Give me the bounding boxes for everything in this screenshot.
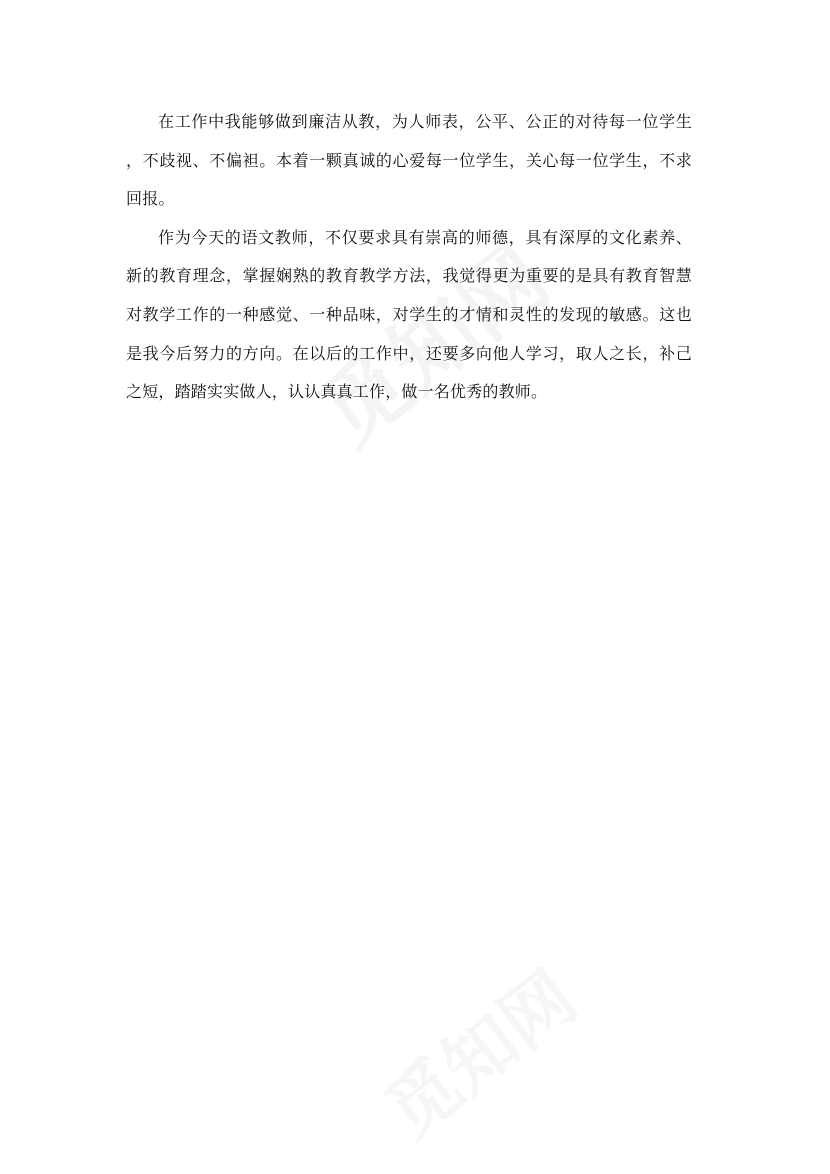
paragraph-1: 在工作中我能够做到廉洁从教，为人师表，公平、公正的对待每一位学生，不歧视、不偏袒。本着一颗真诚的心爱每一位学生，关心每一位学生，不求回报。 [126, 112, 692, 209]
paragraph-2: 作为今天的语文教师，不仅要求具有崇高的师德，具有深厚的文化素养、新的教育理念，掌握娴熟的教育教学方法，我觉得更为重要的是具有教育智慧对教学工作的一种感觉、一种品味，对学生的才情和灵性的发现的敏感。这也是我今后努力的方向。在以后的工作中，还要多向他人学习，取人之长，补己之短，踏踏实实做人，认认真真工作，做一名优秀的教师。 [126, 227, 692, 402]
document-body [126, 103, 692, 412]
watermark-bottom [360, 942, 594, 1157]
